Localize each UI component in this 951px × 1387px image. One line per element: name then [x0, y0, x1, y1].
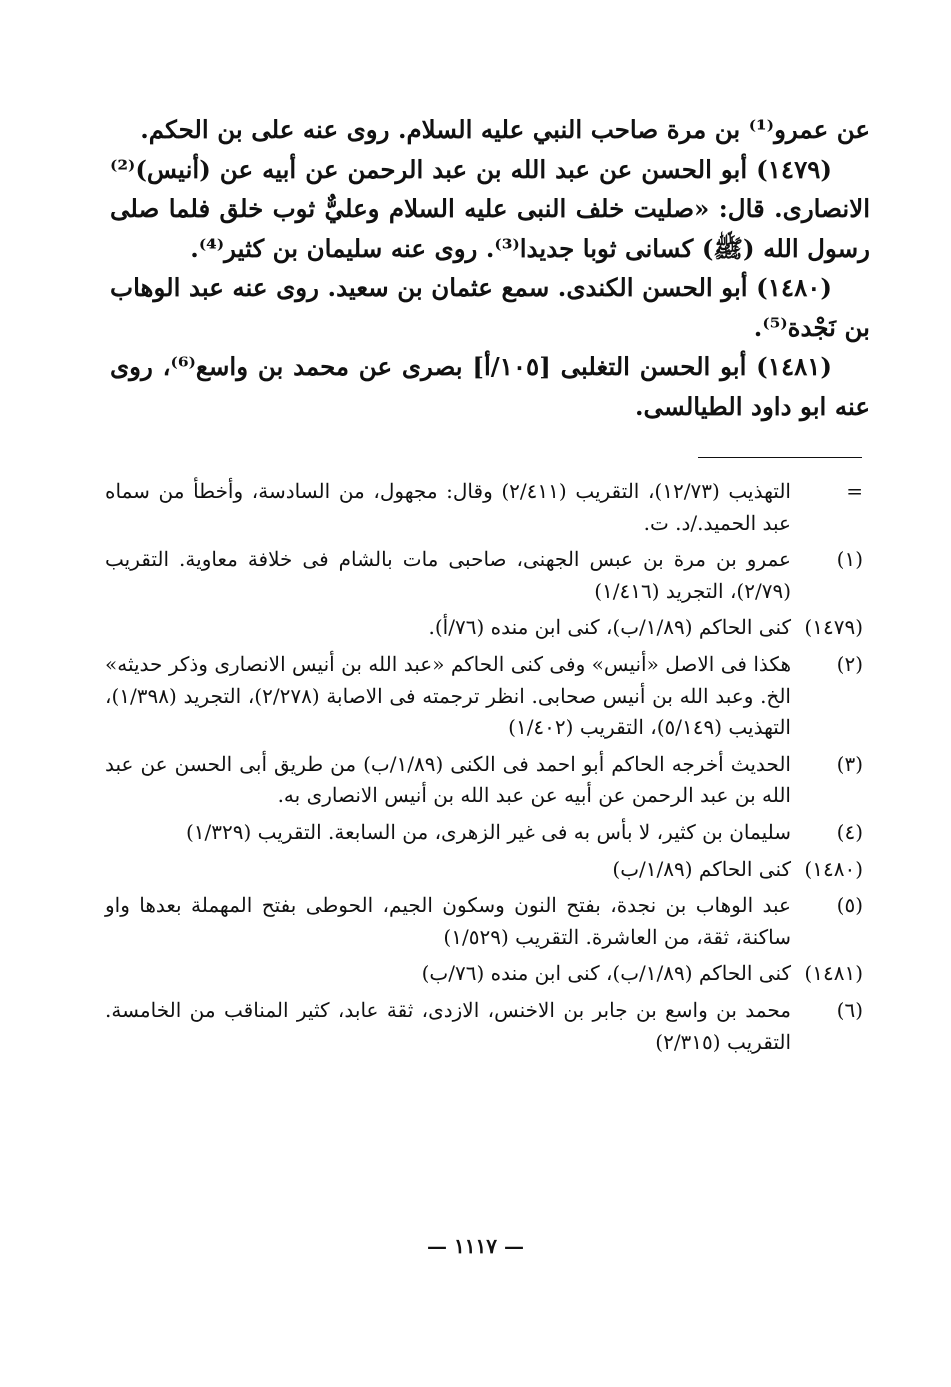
footnote-text: عمرو بن مرة بن عبس الجهنى، صاحبى مات بالشام فى خلافة معاوية. التقريب (٢/٧٩)، التجريد (١/٤١٦) — [105, 547, 791, 603]
footnote-marker: (١٤٧٩) — [804, 615, 863, 640]
paragraph-continuation: عن عمرو⁽¹⁾ بن مرة صاحب النبي عليه السلام. روى عنه على بن الحكم. — [140, 115, 870, 144]
footnote-item — [105, 854, 867, 886]
footnote-marker: (١) — [836, 547, 863, 572]
footnote-item — [105, 544, 867, 607]
footnote-item — [105, 649, 867, 744]
footnote-marker: (١٤٨١) — [804, 961, 863, 986]
page-number: — ١١١٧ — — [427, 1234, 524, 1258]
footnote-item — [105, 817, 867, 849]
footnote-item — [105, 476, 867, 539]
footnotes — [105, 476, 867, 1063]
main-text — [110, 110, 870, 426]
footnote-text: الحديث أخرجه الحاكم أبو احمد فى الكنى (١/٨٩/ب) من طريق أبى الحسن عن عبد الله بن عبد الرحمن عن أبيه عن عبد الله بن أنيس الانصارى به. — [105, 751, 791, 808]
footnote-text: هكذا فى الاصل «أنيس» وفى كنى الحاكم «عبد الله بن أنيس الانصارى وذكر حديثه» الخ. وعبد الله بن أنيس صحابى. انظر ترجمته فى الاصابة (٢/٢٧٨)، التجريد (١/٣٩٨)، التهذيب (٥/١٤٩)، التقريب (١/٤٠٢) — [105, 651, 791, 740]
footnote-text: عبد الوهاب بن نجدة، بفتح النون وسكون الجيم، الحوطى بفتح المهملة بعدها واو ساكنة، ثقة، من العاشرة. التقريب (١/٥٢٩) — [105, 893, 791, 949]
footnote-marker: (٥) — [836, 893, 863, 918]
footnote-marker: (٢) — [836, 651, 863, 676]
footnote-item — [105, 612, 867, 644]
entry-1480: (١٤٨٠) أبو الحسن الكندى. سمع عثمان بن سعيد. روى عنه عبد الوهاب بن نَجْدة⁽⁵⁾. — [110, 273, 870, 342]
footnote-marker: (٤) — [836, 819, 863, 844]
footnote-text: التهذيب (١٢/٧٣)، التقريب (٢/٤١١) وقال: مجهول، من السادسة، وأخطأ من سماه عبد الحميد./د. ت. — [105, 479, 791, 535]
footnote-marker: = — [846, 479, 863, 503]
footnote-item — [105, 958, 867, 990]
footnote-text: سليمان بن كثير، لا بأس به فى غير الزهرى، من السابعة. التقريب (١/٣٢٩) — [185, 819, 791, 844]
footnote-divider — [698, 457, 862, 458]
footnote-item — [105, 890, 867, 953]
entry-1481: (١٤٨١) أبو الحسن التغلبى [١٠٥/أ] بصرى عن محمد بن واسع⁽⁶⁾، روى عنه ابو داود الطيالسى. — [110, 352, 870, 421]
footnote-marker: (١٤٨٠) — [804, 856, 863, 881]
footnote-marker: (٣) — [836, 751, 863, 776]
footnote-text: كنى الحاكم (١/٨٩/ب)، كنى ابن منده (٧٦/ب) — [421, 961, 791, 986]
footnote-text: كنى الحاكم (١/٨٩/ب)، كنى ابن منده (٧٦/أ). — [428, 615, 791, 640]
entry-1479: (١٤٧٩) أبو الحسن عن عبد الله بن عبد الرحمن عن أبيه عن (أنيس)⁽²⁾ الانصارى. قال: «صليت خلف النبى عليه السلام وعليٌّ ثوب خلق فلما صلى رسول الله (ﷺ) كسانى ثوبا جديدا⁽³⁾. روى عنه سليمان بن كثير⁽⁴⁾. — [110, 154, 870, 263]
footnote-marker: (٦) — [836, 997, 863, 1022]
footnote-text: محمد بن واسع بن جابر بن الاخنس، الازدى، ثقة عابد، كثير المناقب من الخامسة. التقريب (٢/٣١٥) — [105, 997, 791, 1054]
footnote-text: كنى الحاكم (١/٨٩/ب) — [612, 856, 791, 881]
footnote-item — [105, 749, 867, 812]
footnote-item — [105, 995, 867, 1058]
